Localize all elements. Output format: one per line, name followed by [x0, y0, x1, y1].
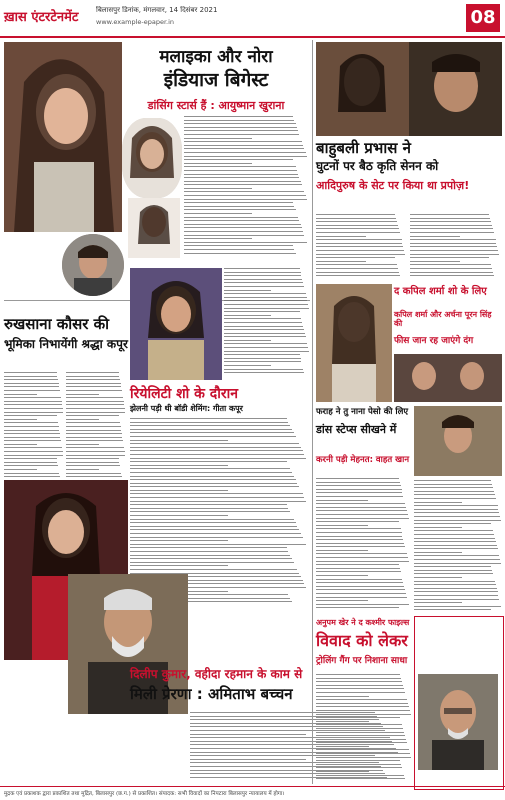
anupam-subhead: ट्रोलिंग गैंग पर निशाना साधा	[316, 656, 408, 666]
geeta-side-text	[224, 268, 310, 378]
prabhas-headline-line3: आदिपुरुष के सेट पर किया था प्रपोज़!	[316, 179, 470, 192]
footer-rule	[0, 786, 505, 787]
column-divider	[312, 40, 313, 784]
malaika-photo	[4, 42, 122, 232]
page-number: 08	[466, 4, 500, 32]
anupam-headline: विवाद को लेकर	[316, 631, 408, 650]
farah-headline-line2: डांस स्टेप्स सीखने में	[316, 423, 397, 436]
rukhsana-body-text-col2	[66, 372, 126, 482]
geeta-photo	[130, 268, 222, 380]
nora-second-photo	[128, 198, 180, 258]
malaika-body-text	[184, 116, 308, 258]
prabhas-headline-line2: घुटनों पर बैठ कृति सेनन को	[316, 159, 439, 173]
farah-headline-line3: करनी पड़ी मेहनत: वाहत खान	[316, 455, 410, 465]
farah-side-text	[414, 480, 502, 614]
kapil-headline-line2: कपिल शर्मा और अर्चना पूरन सिंह की	[394, 310, 492, 329]
kapil-show-photo	[316, 284, 392, 402]
amitabh-headline-line2: मिली प्रेरणा : अमिताभ बच्चन	[130, 685, 293, 703]
brand-name: ख़ास एंटरटेनमेंट	[4, 10, 79, 25]
anupam-body-text	[316, 674, 412, 782]
date-line: बिलासपुर डिनांक, मंगलवार, 14 दिसंबर 2021	[96, 6, 218, 14]
anupam-kicker: अनुपम खेर ने द कश्मीर फाइल्स	[316, 618, 410, 627]
prabhas-headline-line1: बाहुबली प्रभास ने	[316, 139, 411, 157]
malaika-subhead: डांसिंग स्टार्स हैं : आयुष्मान खुराना	[147, 99, 285, 112]
anupam-photo	[418, 674, 498, 770]
kapil-headline-line3: फीस जान रह जाएंगे दंग	[394, 336, 474, 346]
prabhas-body-col2	[410, 214, 500, 280]
kapil-headline-line1: द कपिल शर्मा शो के लिए	[394, 286, 487, 297]
amitabh-headline-line1: दिलीप कुमार, वहीदा रहमान के काम से	[130, 667, 303, 681]
nora-photo	[122, 118, 182, 198]
farah-photo	[414, 406, 502, 476]
archana-photo	[394, 354, 502, 402]
prabhas-kriti-photo	[316, 42, 502, 136]
ayushmann-photo	[60, 232, 126, 298]
rukhsana-body-text	[4, 372, 64, 482]
footer-text: मुद्रक एवं प्रकाशक द्वारा प्रकाशित तथा मुद्रित, बिलासपुर (छ.ग.) से प्रकाशित। संपादक: सभी विवादों का निपटारा बिलासपुर न्यायालय में होगा।	[4, 791, 285, 797]
farah-headline-line1: फराह ने तु नाना पेसो की लिए	[316, 407, 409, 417]
malaika-headline-line2: इंडियाज बिगेस्ट	[163, 69, 269, 91]
geeta-subhead: झेलनी पड़ी थी बॉडी शेमिंग: गीता कपूर	[130, 404, 243, 413]
rukhsana-headline-line1: रुखसाना कौसर की	[4, 315, 110, 333]
masthead-rule	[0, 36, 505, 38]
farah-body-text	[316, 478, 410, 614]
rukhsana-headline-line2: भूमिका निभायेंगी श्रद्धा कपूर	[4, 337, 128, 351]
masthead	[0, 0, 505, 36]
geeta-headline: रियेलिटी शो के दौरान	[130, 386, 238, 402]
prabhas-body-col1	[316, 214, 406, 280]
sub-line: www.example-epaper.in	[96, 18, 175, 26]
malaika-headline-line1: मलाइका और नोरा	[159, 47, 273, 67]
brand-logo	[4, 6, 86, 30]
